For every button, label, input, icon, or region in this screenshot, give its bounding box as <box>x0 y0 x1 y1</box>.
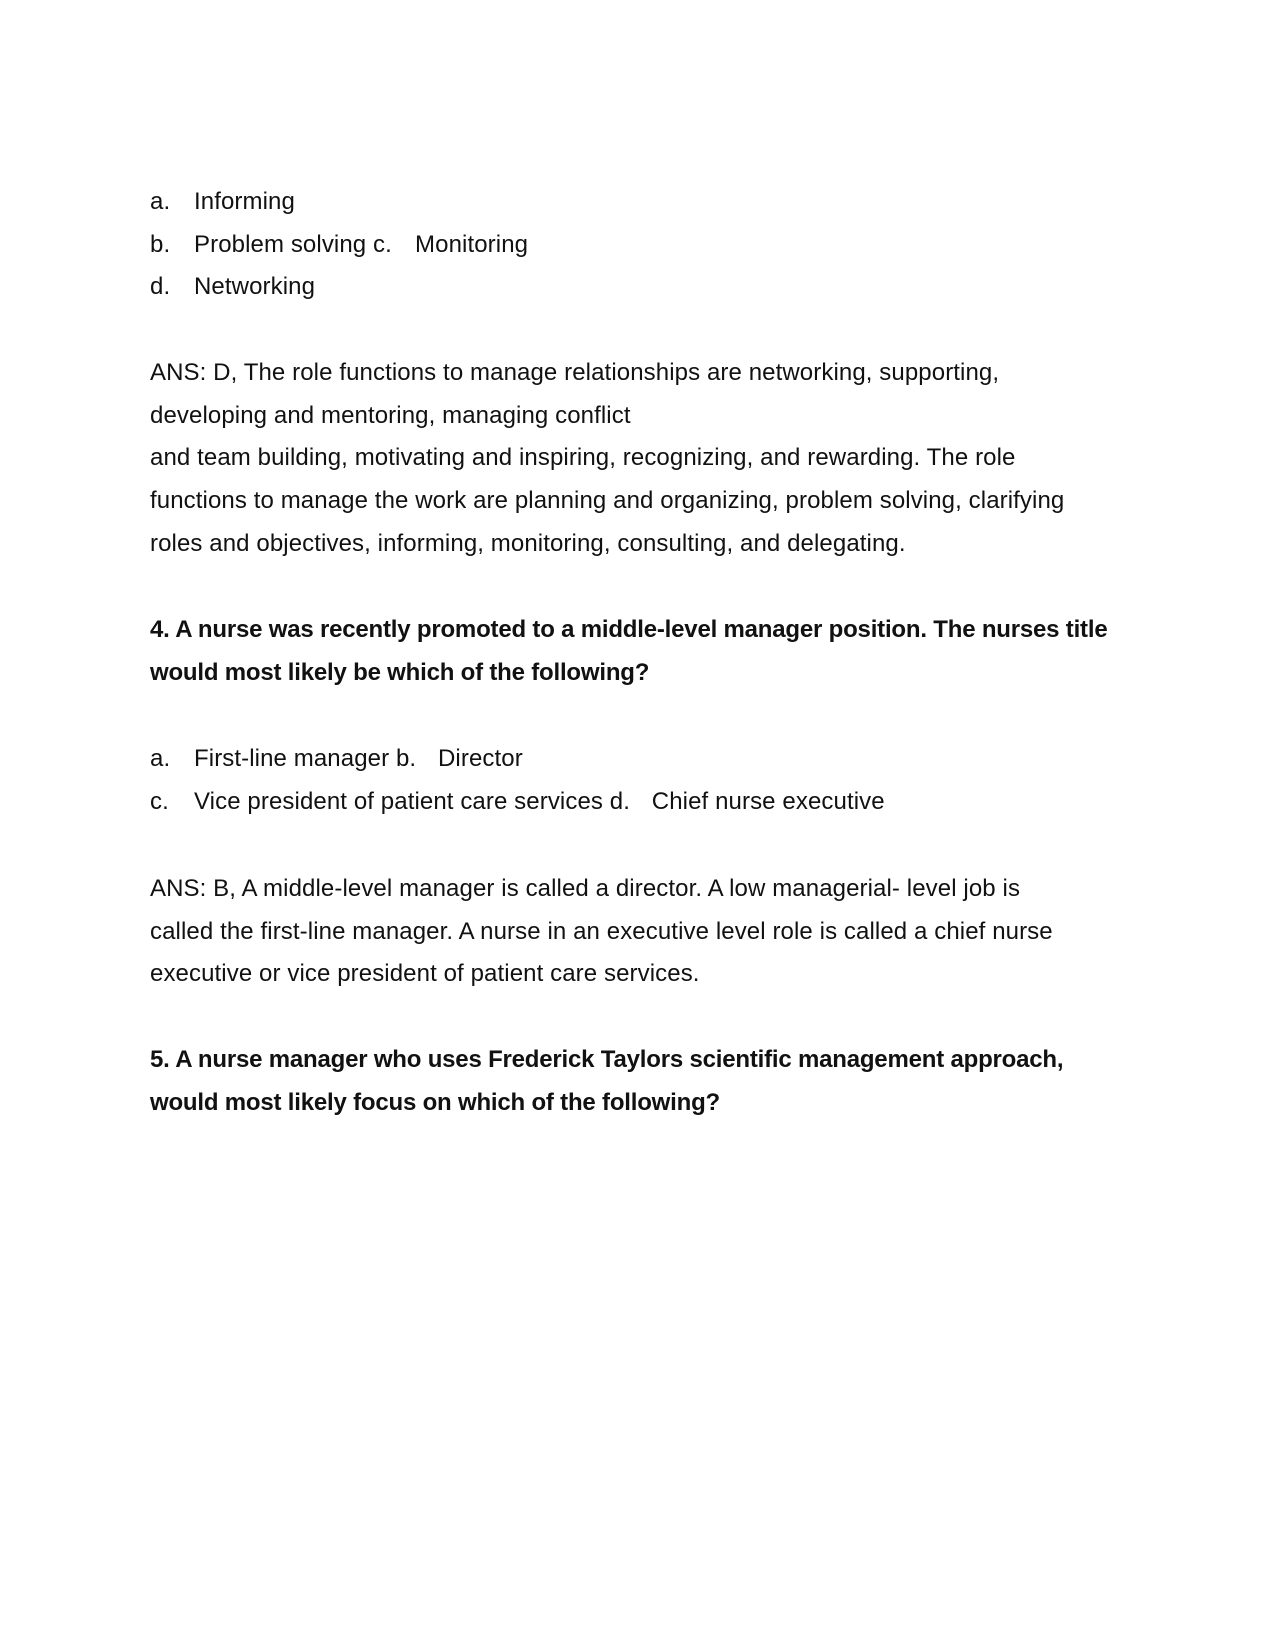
option-d <box>150 272 315 302</box>
option-text: Networking <box>194 273 316 300</box>
option-text: Vice president of patient care services <box>194 788 604 815</box>
option-text: Chief nurse executive <box>651 788 885 815</box>
answer-line: called the first-line manager. A nurse in an executive level role is called a chief nurse <box>150 918 1053 945</box>
option-text: Problem solving <box>194 231 367 258</box>
option-letter: c. <box>373 231 392 258</box>
option-a-b <box>150 744 523 774</box>
answer-line: functions to manage the work are planning and organizing, problem solving, clarifying <box>150 487 1065 514</box>
answer-line: roles and objectives, informing, monitoring, consulting, and delegating. <box>150 530 906 557</box>
answer-line: ANS: B, A middle-level manager is called a director. A low managerial- level job is <box>150 875 1021 902</box>
answer-line: executive or vice president of patient care services. <box>150 960 700 987</box>
question-4-text: would most likely be which of the following? <box>150 659 650 686</box>
question-5-text: would most likely focus on which of the following? <box>150 1089 720 1116</box>
option-text: Director <box>437 745 523 772</box>
option-c-d <box>150 787 885 817</box>
question-5-text: 5. A nurse manager who uses Frederick Taylors scientific management approach, <box>150 1046 1064 1073</box>
option-text: First-line manager <box>194 745 390 772</box>
option-letter: d. <box>609 788 631 815</box>
question-4-text: 4. A nurse was recently promoted to a middle-level manager position. The nurses title <box>150 616 1108 643</box>
option-text: Informing <box>194 188 295 215</box>
option-a <box>150 187 295 217</box>
option-text: Monitoring <box>415 231 529 258</box>
option-letter: d. <box>150 273 171 300</box>
option-letter: a. <box>150 188 171 215</box>
option-letter: b. <box>150 231 171 258</box>
answer-line: and team building, motivating and inspiring, recognizing, and rewarding. The role <box>150 444 1016 471</box>
option-letter: a. <box>150 745 171 772</box>
option-letter: b. <box>395 745 417 772</box>
option-b-c <box>150 230 528 260</box>
option-letter: c. <box>150 788 169 815</box>
answer-line: developing and mentoring, managing conflict <box>150 402 631 429</box>
answer-line: ANS: D, The role functions to manage relationships are networking, supporting, <box>150 359 1000 386</box>
